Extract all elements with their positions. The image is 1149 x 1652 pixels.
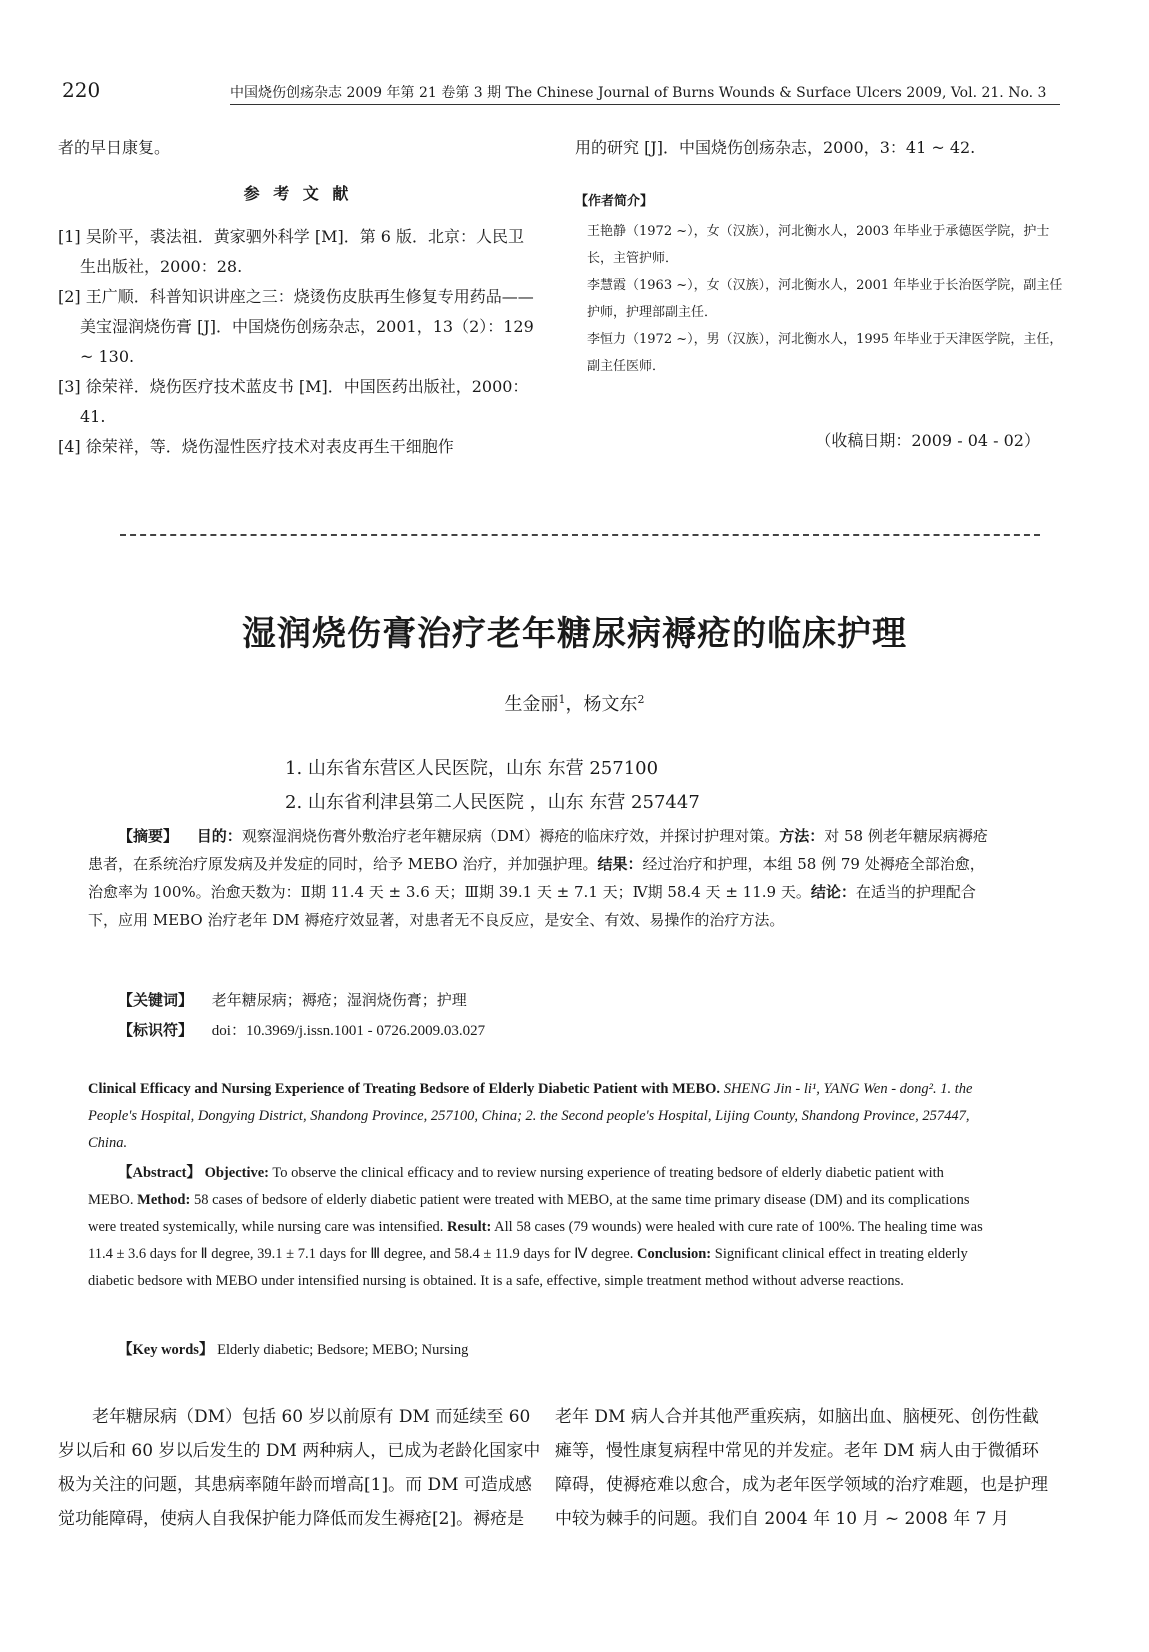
abstract-en-label: 【Abstract】 [118,1165,201,1181]
author-affil-marker: 2 [637,693,645,706]
article-divider [120,534,1040,536]
reference-item: [4] 徐荣祥，等．烧伤湿性医疗技术对表皮再生干细胞作 [58,437,454,456]
reference-item: [1] 吴阶平，裘法祖．黄家驷外科学 [M]．第 6 版．北京：人民卫生出版社，2000：28. [58,227,525,276]
abstract-en [88,1160,993,1295]
reference-item: [2] 王广顺．科普知识讲座之三：烧烫伤皮肤再生修复专用药品——美宝湿润烧伤膏 [J]．中国烧伤创疡杂志，2001，13（2）：129 ~ 130. [58,287,534,366]
identifier-cn [88,1016,1023,1045]
author-intro-item: 李恒力（1972 ~），男（汉族），河北衡水人，1995 年毕业于天津医学院，主任，副主任医师． [587,332,1063,374]
affiliation-line: 2. 山东省利津县第二人民医院 ，山东 东营 257447 [285,792,700,813]
running-head: 中国烧伤创疡杂志 2009 年第 21 卷第 3 期 The Chinese Journal of Burns Wounds & Surface Ulcers 2009, Vol. 21. No. 3 [230,82,1060,105]
objective-text: 观察湿润烧伤膏外敷治疗老年糖尿病（DM）褥疮的临床疗效，并探讨护理对策。 [241,827,780,845]
keywords-cn [88,986,1023,1014]
english-authors-affiliations: SHENG Jin - li¹, YANG Wen - dong². 1. the People's Hospital, Dongying District, Shandong Province, 257100, China; 2. the Second people's Hospital, Lijing County, Shandong Province, 257447, China. [88,1081,973,1151]
received-date: （收稿日期：2009 - 04 - 02） [815,431,1040,450]
conclusion-text: 在适当的护理配合下，应用 MEBO 治疗老年 DM 褥疮疗效显著，对患者无不良反应，是安全、有效、易操作的治疗方法。 [88,883,976,929]
method-en-label: Method: [137,1192,191,1208]
identifier-label: 【标识符】 [118,1021,194,1039]
objective-en-label: Objective: [204,1165,270,1181]
prev-article-left-tail: 者的早日康复。 [58,138,171,157]
conclusion-en-text: Significant clinical effect in treating elderly diabetic bedsore with MEBO under intensified nursing is obtained. It is a safe, effective, simple treatment method without adverse reactions. [88,1246,968,1289]
affiliations [285,752,985,820]
result-label: 结果： [597,855,643,873]
method-en-text: 58 cases of bedsore of elderly diabetic patient were treated with MEBO, at the same time primary disease (DM) and its complications were treated systemically, while nursing care was intensified. [88,1192,970,1235]
author-intro-item: 王艳静（1972 ~），女（汉族），河北衡水人，2003 年毕业于承德医学院，护士长，主管护师． [587,224,1050,266]
result-en-text: All 58 cases (79 wounds) were healed with cure rate of 100%. The healing time was 11.4 ± 3.6 days for Ⅱ degree, 39.1 ± 7.1 days for Ⅲ degree, and 58.4 ± 11.9 days for Ⅳ degree. [88,1219,983,1262]
article-authors [0,690,1149,716]
objective-label: 目的： [196,827,242,845]
page-number: 220 [62,78,101,102]
prev-article-right-tail: 用的研究 [J]．中国烧伤创疡杂志，2000，3：41 ~ 42. [575,138,976,157]
author-affil-marker: 1 [558,693,566,706]
body-text-left: 老年糖尿病（DM）包括 60 岁以前原有 DM 而延续至 60 岁以后和 60 岁以后发生的 DM 两种病人，已成为老龄化国家中极为关注的问题，其患病率随年龄而增高[1]。而 DM 可造成感觉功能障碍，使病人自我保护能力降低而发生褥疮[2]。褥疮是 [58,1407,541,1529]
keywords-label: 【关键词】 [118,991,194,1009]
author-separator: ， [565,694,584,715]
keywords-en [88,1336,1023,1364]
reference-item: [3] 徐荣祥．烧伤医疗技术蓝皮书 [M]．中国医药出版社，2000：41. [58,377,529,426]
method-text: 对 58 例老年糖尿病褥疮患者，在系统治疗原发病及并发症的同时，给予 MEBO 治疗，并加强护理。 [88,827,988,873]
keywords-text: 老年糖尿病；褥疮；湿润烧伤膏；护理 [211,991,467,1009]
author-name: 杨文东 [583,694,638,715]
abstract-en-heading [88,1076,993,1157]
conclusion-label: 结论： [810,883,856,901]
method-label: 方法： [779,827,825,845]
keywords-en-text: Elderly diabetic; Bedsore; MEBO; Nursing [217,1342,469,1358]
result-text: 经过治疗和护理，本组 58 例 79 处褥疮全部治愈，治愈率为 100%。治愈天数为：Ⅱ期 11.4 天 ± 3.6 天；Ⅲ期 39.1 天 ± 7.1 天；Ⅳ期 58.4 天 ± 11.9 天。 [88,855,985,901]
english-title: Clinical Efficacy and Nursing Experience of Treating Bedsore of Elderly Diabetic Patient with MEBO. [88,1081,721,1097]
reference-list [58,222,538,462]
keywords-en-label: 【Key words】 [118,1342,214,1358]
doi-text: doi：10.3969/j.issn.1001 - 0726.2009.03.027 [211,1023,486,1039]
abstract-cn [88,822,993,934]
result-en-label: Result: [447,1219,492,1235]
article-title: 湿润烧伤膏治疗老年糖尿病褥疮的临床护理 [242,614,907,654]
body-text-right: 老年 DM 病人合并其他严重疾病，如脑出血、脑梗死、创伤性截瘫等，慢性康复病程中常见的并发症。老年 DM 病人由于微循环障碍，使褥疮难以愈合，成为老年医学领域的治疗难题，也是护理中较为棘手的问题。我们自 2004 年 10 月 ~ 2008 年 7 月 [555,1407,1048,1529]
conclusion-en-label: Conclusion: [637,1246,712,1262]
abstract-label: 【摘要】 [118,827,179,845]
references-heading: 参 考 文 献 [243,184,353,203]
author-intro-heading: 【作者简介】 [575,194,654,209]
affiliation-line: 1. 山东省东营区人民医院，山东 东营 257100 [285,758,659,779]
author-intro-list [575,218,1067,380]
author-name: 生金丽 [504,694,559,715]
author-intro-item: 李慧霞（1963 ~），女（汉族），河北衡水人，2001 年毕业于长治医学院，副主任护师，护理部副主任． [587,278,1063,320]
objective-en-text: To observe the clinical efficacy and to review nursing experience of treating bedsore of elderly diabetic patient with MEBO. [88,1165,944,1208]
